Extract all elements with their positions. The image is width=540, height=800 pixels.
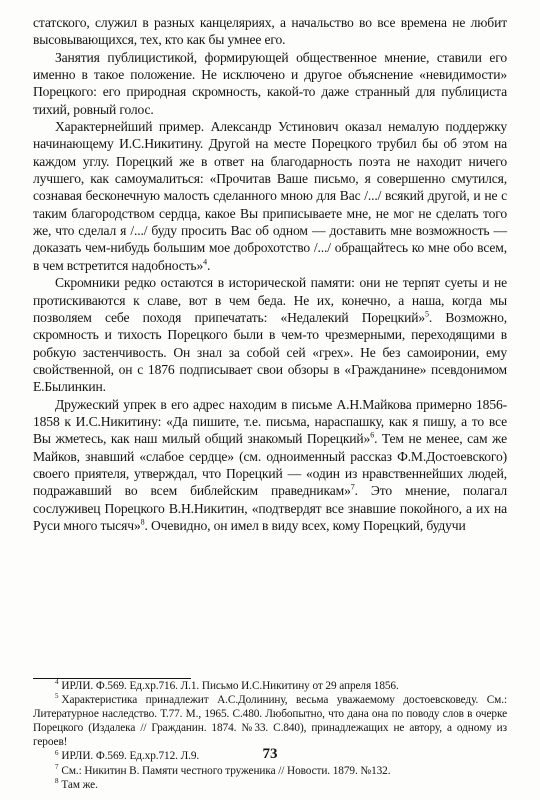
paragraph: статского, служил в разных канцеляриях, а начальство во все времена не любит высовывающихся, тех, кто как бы умнее его. — [33, 15, 507, 48]
footnote: $^8$ Там же. — [55, 776, 98, 791]
footnotes — [33, 679, 507, 792]
footnote-ref: 6 — [370, 430, 375, 440]
footnote-ref: 5 — [425, 309, 429, 319]
page-number: 73 — [262, 746, 278, 762]
footnote-ref: 7 — [350, 482, 355, 492]
paragraph: Дружеский упрек в его адрес находим в письме А.Н.Майкова примерно 1856-1858 к И.С.Никитину: «Да пишите, т.е. письма, нараспашку, как я пишу, а то все Вы жметесь, как наш милый общий знакомый Порецкий»$^6$. Тем не менее, сам же Майков, знавший «слабое сердце» (см. одноименный рассказ Ф.М.Достоевского) своего приятеля, утверждал, что Порецкий — «один из нравственнейших людей, подражавший во всем библейским праведникам»$^7$. Это мнение, полагал сослуживец Порецкого В.Н.Никитин, «подтвердят все знавшие покойного, а их на Руси много тысяч»$^8$. Очевидно, он имел в виду всех, кому Порецкий, будучи — [33, 396, 508, 533]
footnote: $^6$ ИРЛИ. Ф.569. Ед.хр.712. Л.9. — [55, 748, 200, 763]
footnote: $^7$ См.: Никитин В. Памяти честного труженика // Новости. 1879. №132. — [55, 762, 391, 777]
footnote: $^5$ Характеристика принадлежит А.С.Долинину, весьма уважаемому достоевсковеду. См.: Литературное наследство. Т.77. М., 1965. С.480. Любопытно, что дана она по поводу слов в очерке Порецкого (Издалека // Гражданин. 1874. №33. С.840), принадлежащих не автору, а одному из героев! — [33, 692, 507, 749]
paragraph: Скромники редко остаются в исторической памяти: они не терпят суеты и не протискиваются к славе, вот в чем беда. Не их, конечно, а наша, когда мы позволяем себе походя припечатать: «Недалекий Порецкий»$^5$. Возможно, скромность и тихость Порецкого были в чем-то чрезмерными, переходящими в робкую застенчивость. Он знал за собой сей «грех». Не без самоиронии, ему свойственной, он с 1876 подписывает свои обзоры в «Гражданине» псевдонимом Е.Былинкин. — [33, 275, 507, 395]
footnote-ref: 8 — [140, 517, 145, 527]
main-text — [33, 14, 507, 534]
paragraph: Характернейший пример. Александр Устинович оказал немалую поддержку начинающему И.С.Никитину. Другой на месте Порецкого трубил бы об этом на каждом углу. Порецкий же в ответ на благодарность поэта не находит ничего лучшего, как самоумалиться: «Прочитав Ваше письмо, я совершенно смутился, сознавая бесконечную малость сделанного мною для Вас /.../ всякий другой, и не с таким благородством сердца, какое Вы приписываете мне, не мог не сделать того же, что сделал я /.../ буду просить Вас об одном — доставить мне возможность — доказать чем-нибудь большим мое доброхотство /.../ обращайтесь ко мне обо всем, в чем встретится надобность»$^4$. — [33, 119, 507, 273]
paragraph: Занятия публицистикой, формирующей общественное мнение, ставили его именно в такое положение. Не исключено и другое объяснение «невидимости» Порецкого: его природная скромность, какой-то даже странный для публициста тихий, ровный голос. — [33, 49, 507, 117]
footnote: $^4$ ИРЛИ. Ф.569. Ед.хр.716. Л.1. Письмо И.С.Никитину от 29 апреля 1856. — [55, 678, 399, 692]
footnote-ref: 4 — [203, 257, 207, 267]
